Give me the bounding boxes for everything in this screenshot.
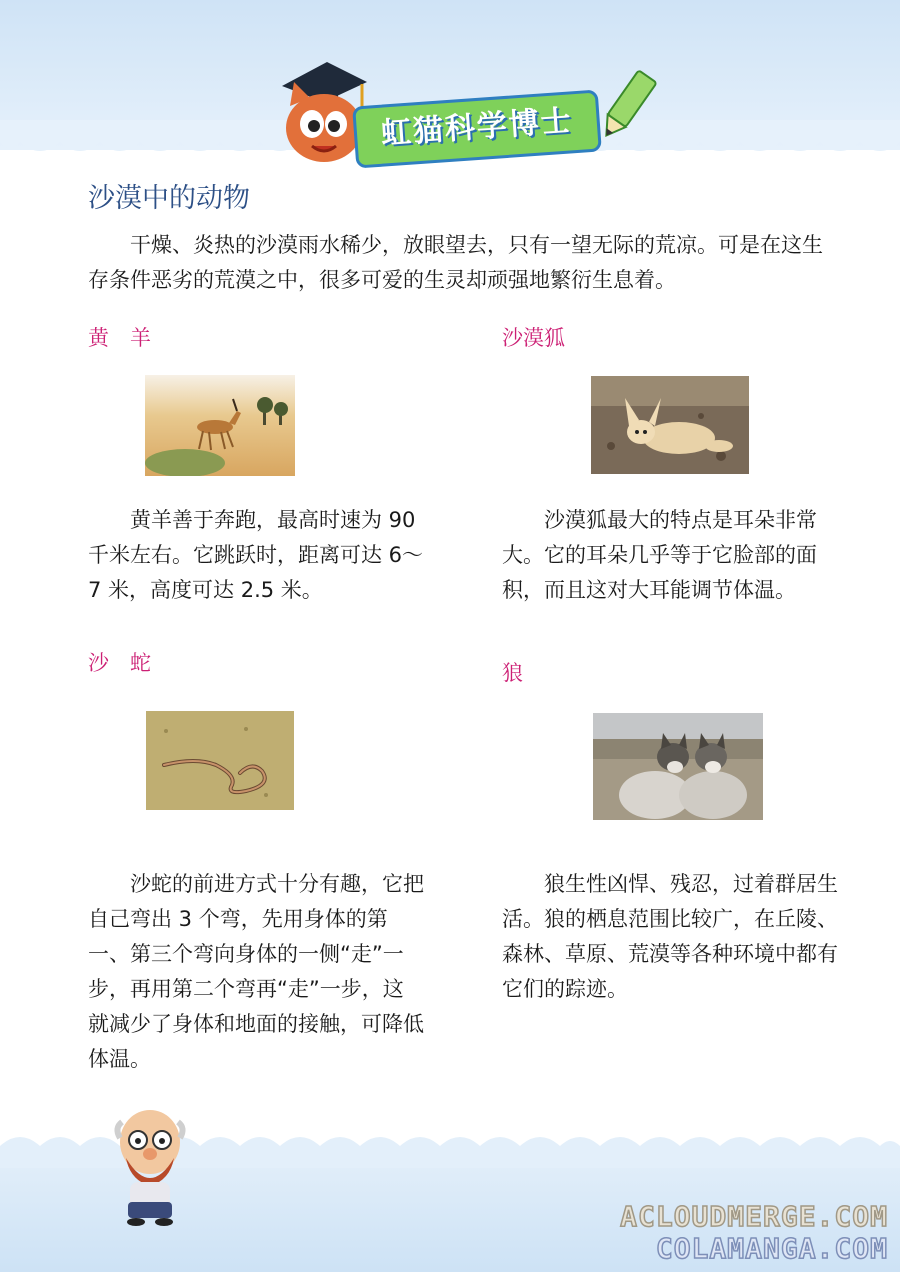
animal-title-gazelle: 黄 羊 — [88, 326, 151, 350]
page-title: 沙漠中的动物 — [88, 183, 250, 214]
header-logo — [272, 58, 662, 168]
wolf-photo — [593, 713, 763, 820]
animal-desc-gazelle: 黄羊善于奔跑，最高时速为 90 千米左右。它跳跃时，距离可达 6～7 米，高度可达 2.5 米。 — [88, 508, 424, 602]
professor-mascot-icon — [100, 1098, 200, 1228]
animal-desc-fennec-fox: 沙漠狐最大的特点是耳朵非常大。它的耳朵几乎等于它脸部的面积，而且这对大耳能调节体温。 — [502, 508, 817, 602]
watermark-line-1: ACLOUDMERGE.COM — [620, 1200, 888, 1233]
animal-title-fennec-fox: 沙漠狐 — [502, 326, 565, 350]
animal-desc-sand-snake: 沙蛇的前进方式十分有趣，它把自己弯出 3 个弯，先用身体的第一、第三个弯向身体的一侧“走”一步，再用第二个弯再“走”一步，这就减少了身体和地面的接触，可降低体温。 — [88, 872, 424, 1071]
fennec-fox-photo — [591, 376, 749, 474]
watermark-line-2: COLAMANGA.COM — [655, 1232, 888, 1265]
animal-title-wolf: 狼 — [502, 661, 523, 685]
gazelle-photo — [145, 375, 295, 476]
intro-paragraph: 干燥、炎热的沙漠雨水稀少，放眼望去，只有一望无际的荒凉。可是在这生存条件恶劣的荒漠之中，很多可爱的生灵却顽强地繁衍生息着。 — [88, 233, 823, 292]
animal-title-sand-snake: 沙 蛇 — [88, 651, 151, 675]
sand-snake-photo — [146, 711, 294, 810]
pencil-icon — [592, 66, 662, 146]
logo-title: 虹猫科学博士 — [352, 89, 602, 168]
animal-desc-wolf: 狼生性凶悍、残忍，过着群居生活。狼的栖息范围比较广，在丘陵、森林、草原、荒漠等各种环境中都有它们的踪迹。 — [502, 872, 838, 1001]
